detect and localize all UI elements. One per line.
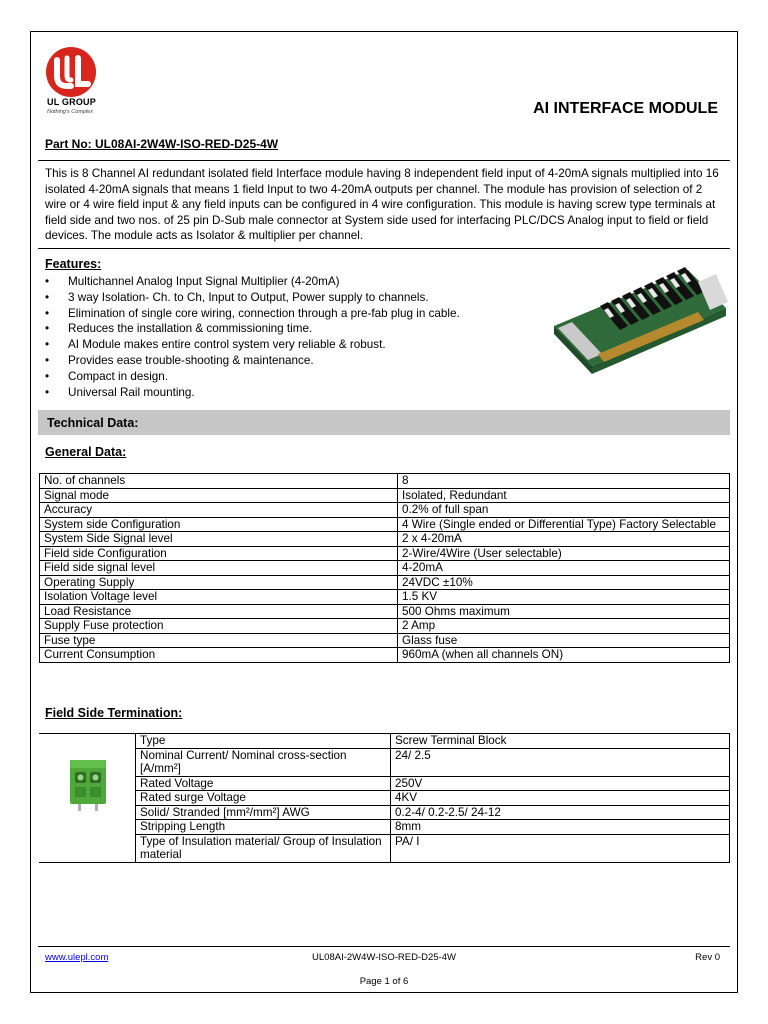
table-row (39, 734, 730, 749)
value-cell: 4 Wire (Single ended or Differential Type) Factory Selectable (398, 517, 730, 532)
technical-data-heading: Technical Data: (47, 416, 139, 430)
table-row (39, 791, 730, 806)
table-row (40, 488, 730, 503)
param-cell: System Side Signal level (40, 532, 398, 547)
table-row (40, 590, 730, 605)
feature-item: • Provides ease trouble-shooting & maintenance. (45, 353, 545, 369)
footer-divider (38, 946, 730, 947)
value-cell: 0.2-4/ 0.2-2.5/ 24-12 (391, 805, 730, 820)
feature-item: • 3 way Isolation- Ch. to Ch, Input to Output, Power supply to channels. (45, 290, 545, 306)
value-cell: 24VDC ±10% (398, 575, 730, 590)
feature-item: • Elimination of single core wiring, connection through a pre-fab plug in cable. (45, 306, 545, 322)
value-cell: Screw Terminal Block (391, 734, 730, 749)
page-number: Page 1 of 6 (359, 976, 409, 987)
revision-label: Rev 0 (695, 952, 720, 963)
table-row (40, 503, 730, 518)
param-cell: Field side signal level (40, 561, 398, 576)
value-cell: 24/ 2.5 (391, 748, 730, 776)
general-data-table (39, 473, 730, 663)
value-cell: PA/ I (391, 834, 730, 862)
feature-item: • Compact in design. (45, 369, 545, 385)
table-row (40, 575, 730, 590)
param-cell: Rated Voltage (136, 776, 391, 791)
param-cell: Signal mode (40, 488, 398, 503)
value-cell: 4-20mA (398, 561, 730, 576)
param-cell: Supply Fuse protection (40, 619, 398, 634)
value-cell: 2 x 4-20mA (398, 532, 730, 547)
param-cell: Type of Insulation material/ Group of Insulation material (136, 834, 391, 862)
table-row (39, 776, 730, 791)
value-cell: 2 Amp (398, 619, 730, 634)
value-cell: 1.5 KV (398, 590, 730, 605)
value-cell: 960mA (when all channels ON) (398, 648, 730, 663)
table-row (39, 805, 730, 820)
value-cell: Glass fuse (398, 633, 730, 648)
table-row (40, 561, 730, 576)
screw-terminal-block-photo (66, 754, 110, 812)
table-row (39, 834, 730, 862)
param-cell: Operating Supply (40, 575, 398, 590)
param-cell: Fuse type (40, 633, 398, 648)
tagline: Nothing's Complex (47, 109, 93, 115)
feature-item: • Multichannel Analog Input Signal Multiplier (4-20mA) (45, 274, 545, 290)
param-cell: Field side Configuration (40, 546, 398, 561)
value-cell: 500 Ohms maximum (398, 604, 730, 619)
value-cell: 250V (391, 776, 730, 791)
technical-data-bar (38, 410, 730, 435)
param-cell: Stripping Length (136, 820, 391, 835)
value-cell: 8 (398, 474, 730, 489)
divider (38, 160, 730, 161)
field-side-termination-heading: Field Side Termination: (45, 706, 183, 720)
param-cell: System side Configuration (40, 517, 398, 532)
value-cell: Isolated, Redundant (398, 488, 730, 503)
table-row (40, 619, 730, 634)
part-number: Part No: UL08AI-2W4W-ISO-RED-D25-4W (45, 137, 279, 151)
value-cell: 0.2% of full span (398, 503, 730, 518)
module-description: This is 8 Channel AI redundant isolated field Interface module having 8 independent field input of 4-20mA signals multiplied into 16 isolated 4-20mA signals that means 1 field Input to two 4-20mA outputs per channel. The module has provision of selection of 2 wire or 4 wire field input & any field inputs can be configured in 4 wire configuration. This module is having screw type terminals at field side and two nos. of 25 pin D-Sub male connector at System side used for interfacing PLC/DCS Analog input to field or field devices. The module acts as Isolator & multiplier per channel. (45, 167, 719, 243)
website-link[interactable]: www.ulepl.com (45, 952, 109, 963)
value-cell: 8mm (391, 820, 730, 835)
features-list (45, 274, 545, 400)
table-row (40, 648, 730, 663)
param-cell: Nominal Current/ Nominal cross-section [A/mm²] (136, 748, 391, 776)
param-cell: No. of channels (40, 474, 398, 489)
param-cell: Rated surge Voltage (136, 791, 391, 806)
feature-item: • Reduces the installation & commissioning time. (45, 321, 545, 337)
document-title: AI INTERFACE MODULE (533, 100, 718, 117)
param-cell: Isolation Voltage level (40, 590, 398, 605)
table-row (40, 546, 730, 561)
feature-item: • Universal Rail mounting. (45, 385, 545, 401)
value-cell: 4KV (391, 791, 730, 806)
divider (38, 248, 730, 249)
footer-part-code: UL08AI-2W4W-ISO-RED-D25-4W (312, 952, 456, 963)
ul-group-logo (45, 46, 97, 98)
param-cell: Load Resistance (40, 604, 398, 619)
table-row (40, 532, 730, 547)
group-name: UL GROUP (47, 97, 96, 107)
feature-item: • AI Module makes entire control system very reliable & robust. (45, 337, 545, 353)
table-row (39, 820, 730, 835)
termination-table (39, 733, 730, 863)
table-row (40, 474, 730, 489)
param-cell: Current Consumption (40, 648, 398, 663)
ai-interface-module-photo (548, 262, 730, 390)
table-row (40, 604, 730, 619)
param-cell: Accuracy (40, 503, 398, 518)
param-cell: Solid/ Stranded [mm²/mm²] AWG (136, 805, 391, 820)
value-cell: 2-Wire/4Wire (User selectable) (398, 546, 730, 561)
features-heading: Features: (45, 257, 102, 271)
table-row (40, 517, 730, 532)
param-cell: Type (136, 734, 391, 749)
table-row (39, 748, 730, 776)
general-data-heading: General Data: (45, 445, 127, 459)
table-row (40, 633, 730, 648)
